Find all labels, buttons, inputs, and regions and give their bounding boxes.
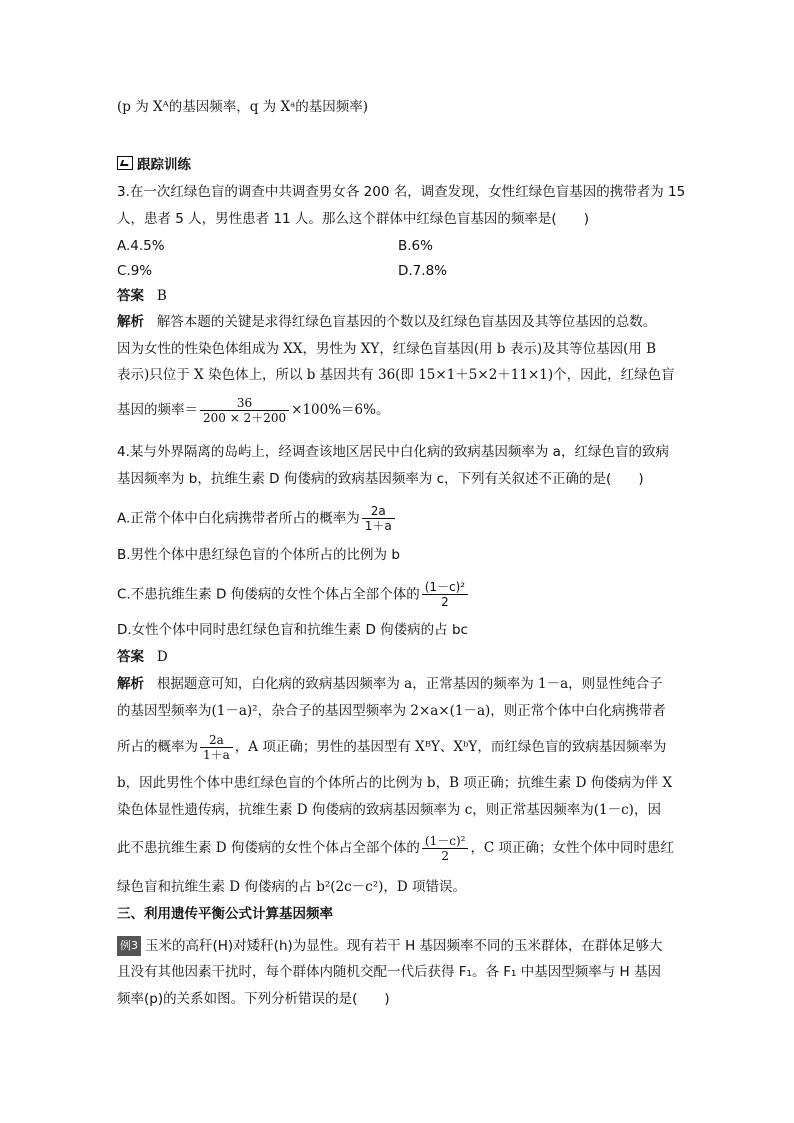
- q3-option-c: C.9%: [117, 263, 153, 279]
- q3-analysis-line1: [117, 313, 656, 331]
- ex3-line1: [117, 936, 663, 956]
- answer-label: 答案: [117, 649, 144, 665]
- fraction-numerator: 2a: [200, 733, 233, 748]
- option-c-text: C.不患抗维生素 D 佝偻病的女性个体占全部个体的: [117, 586, 420, 603]
- option-a-text: A.正常个体中白化病携带者所占的概率为: [117, 510, 360, 527]
- fraction-denominator: 1＋a: [203, 748, 230, 762]
- carrier-fraction: [200, 733, 233, 762]
- formula-prefix: 基因的频率＝: [117, 402, 198, 418]
- q4-analysis-line5: 染色体显性遗传病，抗维生素 D 佝偻病的致病基因频率为 c，则正常基因频率为(1－c)，因: [117, 802, 661, 818]
- q4-analysis-line3: [117, 733, 666, 762]
- fraction-denominator: 2: [441, 849, 449, 863]
- ex3-text: 玉米的高秆(H)对矮秆(h)为显性。现有若干 H 基因频率不同的玉米群体，在群体足够大: [145, 938, 663, 954]
- fraction-numerator: (1－c)²: [422, 580, 468, 595]
- q3-line1: 3.在一次红绿色盲的调查中共调查男女各 200 名，调查发现，女性红绿色盲基因的携带者为 15: [117, 184, 686, 200]
- q4-answer: [117, 648, 168, 666]
- q3-analysis-line4: [117, 396, 389, 425]
- q4-line2: 基因频率为 b，抗维生素 D 佝偻病的致病基因频率为 c，下列有关叙述不正确的是( ): [117, 471, 644, 487]
- analysis-text: ，C 项正确；女性个体中同时患红: [470, 840, 675, 856]
- answer-value: D: [156, 649, 168, 665]
- fraction-denominator: 2: [441, 595, 449, 609]
- example-badge: 例3: [117, 936, 141, 956]
- training-icon: [117, 156, 133, 170]
- option-a-fraction: [362, 504, 395, 533]
- fraction-numerator: 2a: [362, 504, 395, 519]
- q3-option-b: B.6%: [398, 238, 433, 254]
- q4-option-d: D.女性个体中同时患红绿色盲和抗维生素 D 佝偻病的占 bc: [117, 622, 468, 638]
- q4-option-b: B.男性个体中患红绿色盲的个体所占的比例为 b: [117, 547, 400, 563]
- q3-answer: [117, 287, 167, 305]
- option-c-fraction: [422, 580, 468, 609]
- q4-option-a: [117, 504, 397, 533]
- formula-suffix: ×100%＝6%。: [291, 402, 390, 418]
- analysis-text: 解答本题的关键是求得红绿色盲基因的个数以及红绿色盲基因及其等位基因的总数。: [156, 314, 657, 330]
- q3-analysis-line2: 因为女性的性染色体组成为 XX，男性为 XY，红绿色盲基因(用 b 表示)及其等位基因(用 B: [117, 341, 657, 357]
- section-header-text: 跟踪训练: [137, 157, 191, 173]
- frequency-fraction: [200, 396, 289, 425]
- answer-value: B: [156, 288, 167, 304]
- q4-analysis-line6: [117, 834, 674, 863]
- q4-option-c: [117, 580, 470, 609]
- fraction-denominator: 200 × 2＋200: [203, 411, 287, 425]
- q3-option-d: D.7.8%: [398, 263, 447, 279]
- analysis-text: ，A 项正确；男性的基因型有 XᴮY、XᵇY，而红绿色盲的致病基因频率为: [234, 739, 667, 755]
- ex3-line3: 频率(p)的关系如图。下列分析错误的是( ): [117, 991, 390, 1007]
- section-header: [117, 156, 191, 174]
- q4-line1: 4.某与外界隔离的岛屿上，经调查该地区居民中白化病的致病基因频率为 a，红绿色盲的致病: [117, 444, 669, 460]
- q4-analysis-line1: [117, 675, 663, 693]
- analysis-text: 此不患抗维生素 D 佝偻病的女性个体占全部个体的: [117, 840, 420, 856]
- answer-label: 答案: [117, 288, 144, 304]
- female-fraction: [422, 834, 469, 863]
- analysis-text: 所占的概率为: [117, 739, 198, 755]
- q4-analysis-line7: 绿色盲和抗维生素 D 佝偻病的占 b²(2c－c²)，D 项错误。: [117, 879, 467, 895]
- q4-analysis-line4: b，因此男性个体中患红绿色盲的个体所占的比例为 b，B 项正确；抗维生素 D 佝偻病为伴 X: [117, 775, 673, 791]
- fraction-numerator: (1－c)²: [422, 834, 469, 849]
- q3-option-a: A.4.5%: [117, 238, 165, 254]
- q4-analysis-line2: 的基因型频率为(1－a)²，杂合子的基因型频率为 2×a×(1－a)，则正常个体中白化病携带者: [117, 703, 666, 719]
- q3-analysis-line3: 表示)只位于 X 染色体上，所以 b 基因共有 36(即 15×1＋5×2＋11×1)个，因此，红绿色盲: [117, 367, 675, 383]
- analysis-text: 根据题意可知，白化病的致病基因频率为 a，正常基因的频率为 1－a，则显性纯合子: [156, 676, 663, 692]
- note-line: (p 为 Xᴬ的基因频率，q 为 Xᵃ的基因频率): [117, 99, 369, 115]
- ex3-line2: 且没有其他因素干扰时，每个群体内随机交配一代后获得 F₁。各 F₁ 中基因型频率与 H 基因: [117, 964, 661, 980]
- fraction-numerator: 36: [200, 396, 289, 411]
- analysis-label: 解析: [117, 314, 144, 330]
- q3-line2: 人，患者 5 人，男性患者 11 人。那么这个群体中红绿色盲基因的频率是( ): [117, 211, 589, 227]
- section-3-title: 三、利用遗传平衡公式计算基因频率: [117, 906, 333, 922]
- analysis-label: 解析: [117, 676, 144, 692]
- fraction-denominator: 1＋a: [364, 519, 392, 533]
